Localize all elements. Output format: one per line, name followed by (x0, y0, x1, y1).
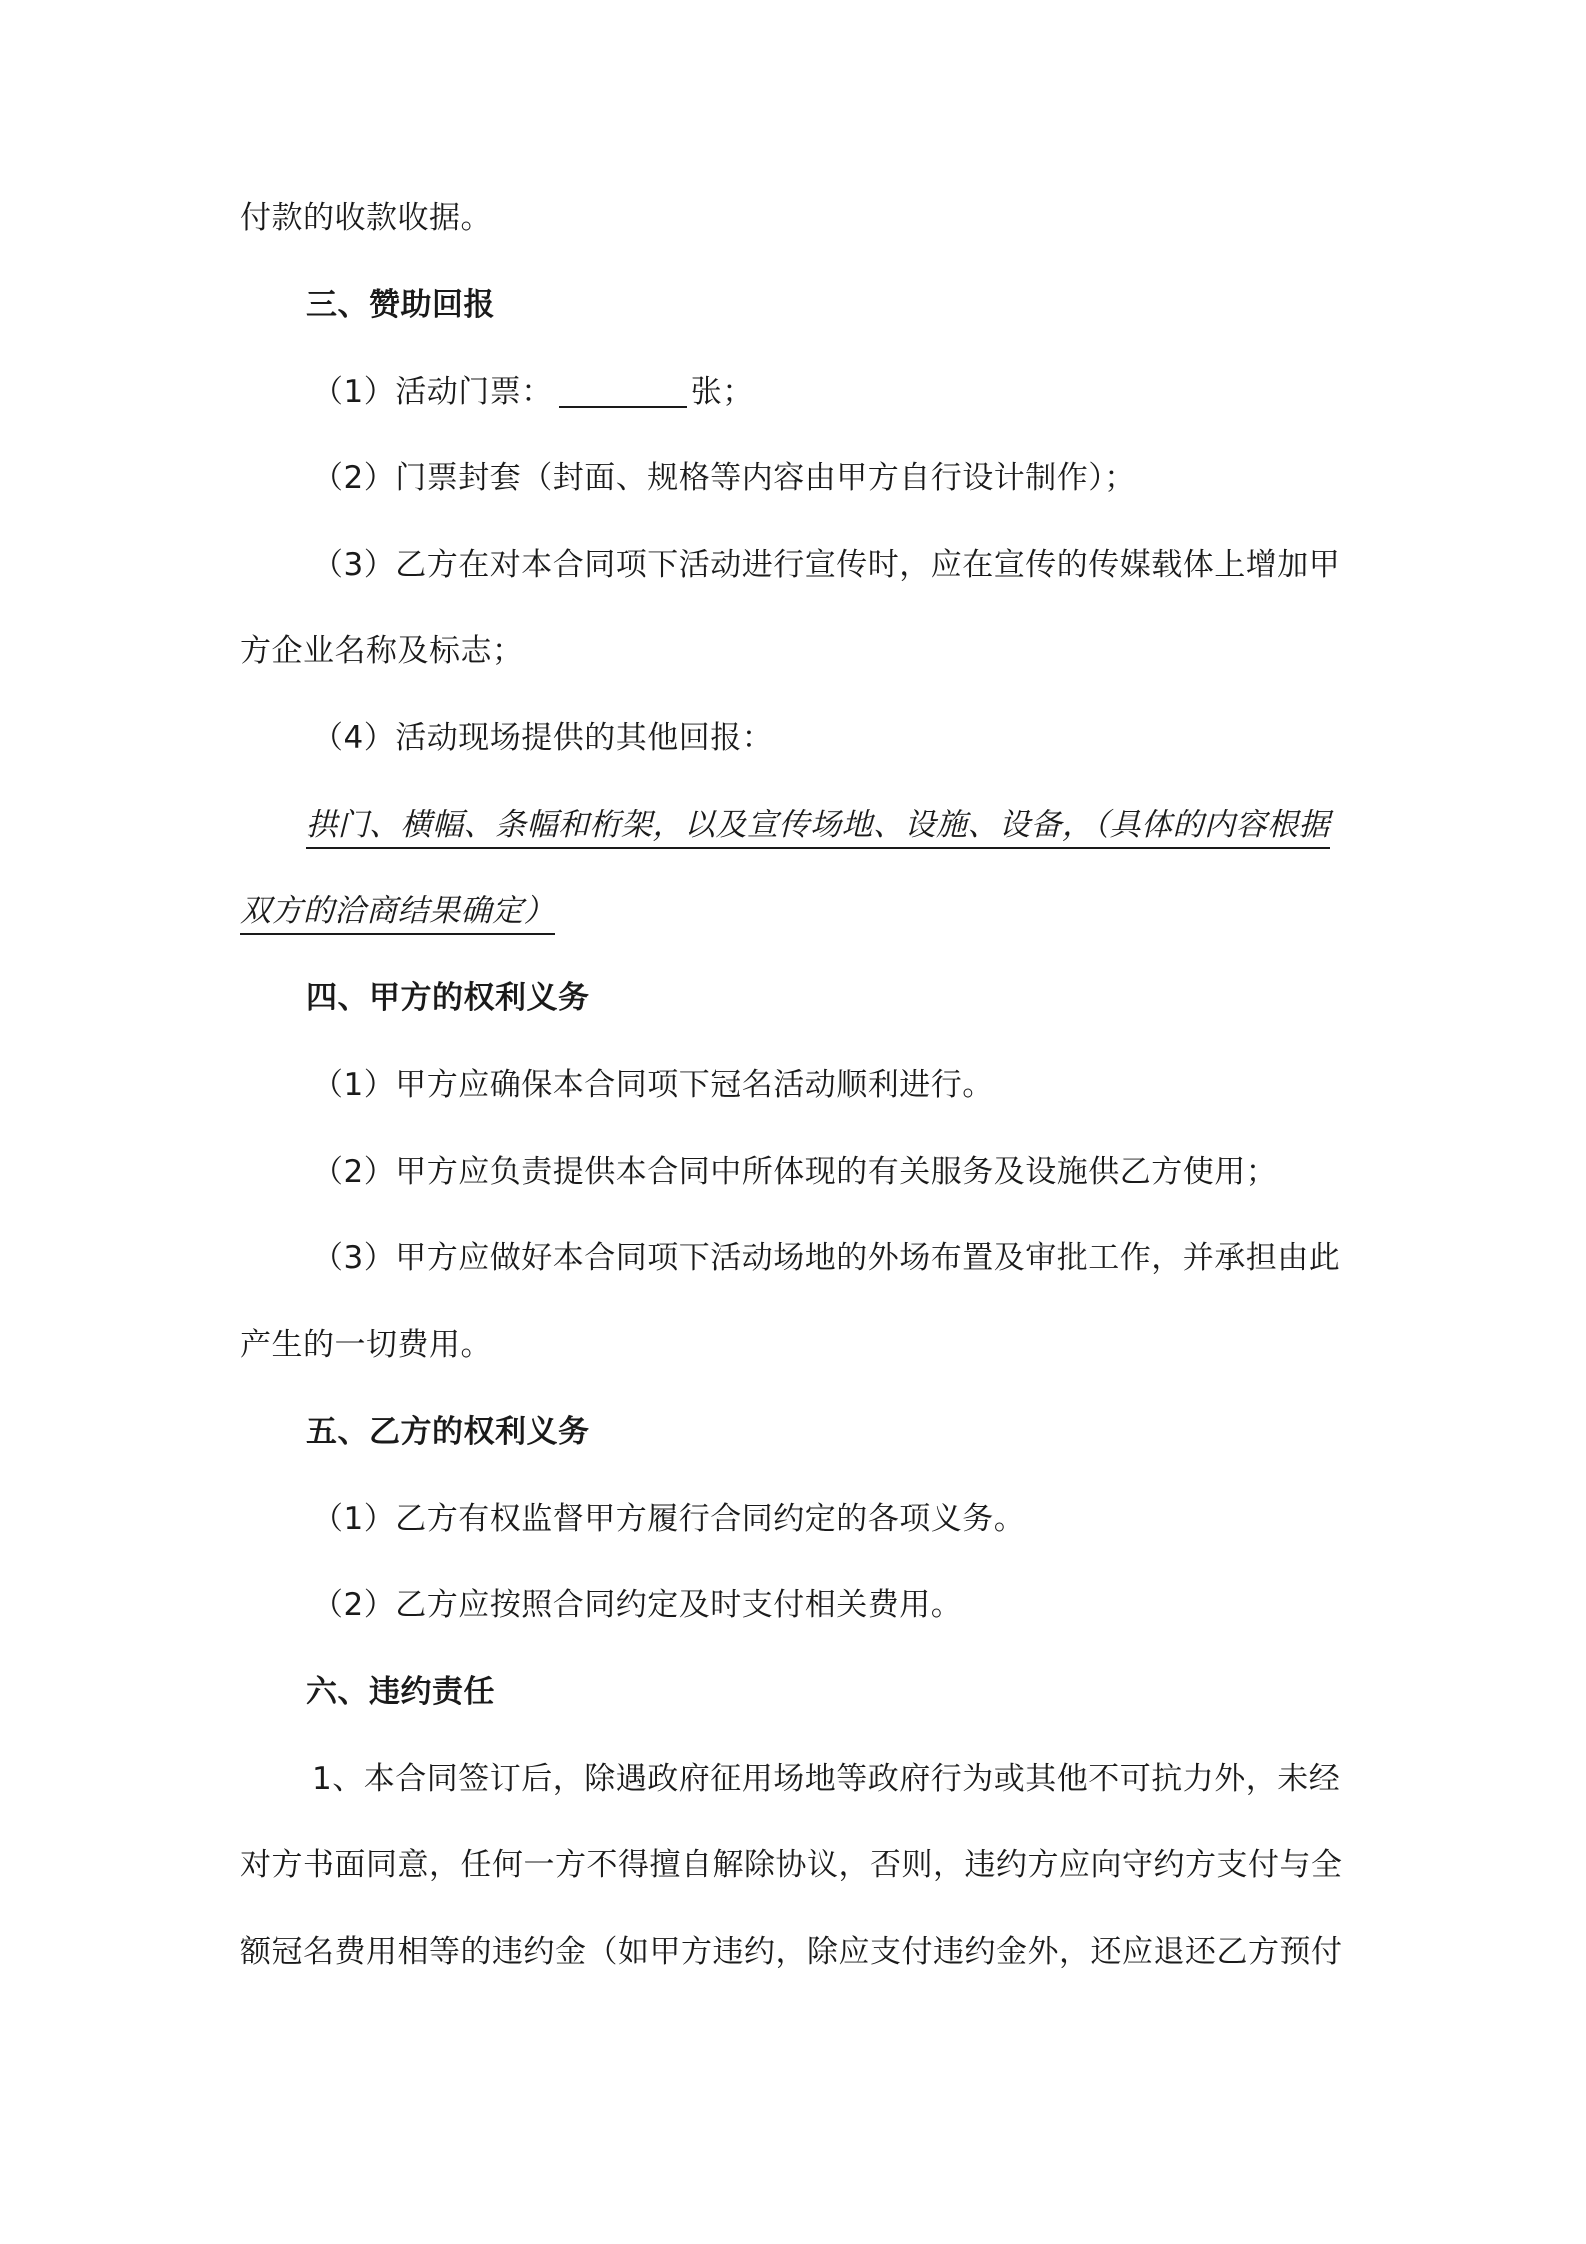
party-a-item-1: （1）甲方应确保本合同项下冠名活动顺利进行。 (312, 1067, 994, 1103)
return-item-other: （4）活动现场提供的其他回报： (312, 720, 774, 756)
return-item-envelope: （2）门票封套（封面、规格等内容由甲方自行设计制作）； (312, 460, 1136, 496)
paragraph-continuation: 付款的收款收据。 (240, 200, 492, 236)
party-a-item-3-line2: 产生的一切费用。 (240, 1327, 492, 1363)
return-item-tickets (312, 372, 754, 412)
ticket-count-blank (559, 372, 687, 408)
return-item-publicity-line2: 方企业名称及标志； (240, 633, 524, 669)
return-item-other-detail-text1: 拱门、横幅、条幅和桁架，以及宣传场地、设施、设备，（具体的内容根据 (306, 807, 1330, 849)
section-heading-sponsorship-return: 三、赞助回报 (306, 287, 495, 323)
section-heading-breach-liability: 六、违约责任 (306, 1674, 495, 1710)
return-item-tickets-label: （1）活动门票： (312, 374, 553, 410)
return-item-tickets-unit: 张； (690, 374, 754, 410)
breach-clause-1-line2: 对方书面同意，任何一方不得擅自解除协议，否则，违约方应向守约方支付与全 (240, 1847, 1343, 1883)
party-b-item-1: （1）乙方有权监督甲方履行合同约定的各项义务。 (312, 1501, 1026, 1537)
party-a-item-3-line1: （3）甲方应做好本合同项下活动场地的外场布置及审批工作，并承担由此 (312, 1240, 1341, 1276)
party-b-item-2: （2）乙方应按照合同约定及时支付相关费用。 (312, 1587, 963, 1623)
party-a-item-2: （2）甲方应负责提供本合同中所体现的有关服务及设施供乙方使用； (312, 1154, 1278, 1190)
section-heading-party-a-rights: 四、甲方的权利义务 (306, 980, 590, 1016)
section-heading-party-b-rights: 五、乙方的权利义务 (306, 1414, 590, 1450)
return-item-other-detail-text2: 双方的洽商结果确定） (240, 893, 555, 935)
return-item-publicity-line1: （3）乙方在对本合同项下活动进行宣传时，应在宣传的传媒载体上增加甲 (312, 547, 1341, 583)
return-item-other-detail-line1 (306, 805, 1330, 845)
breach-clause-1-line3: 额冠名费用相等的违约金（如甲方违约，除应支付违约金外，还应退还乙方预付 (240, 1934, 1343, 1970)
return-item-other-detail-line2 (240, 891, 555, 931)
breach-clause-1-line1: 1、本合同签订后，除遇政府征用场地等政府行为或其他不可抗力外，未经 (312, 1761, 1341, 1797)
